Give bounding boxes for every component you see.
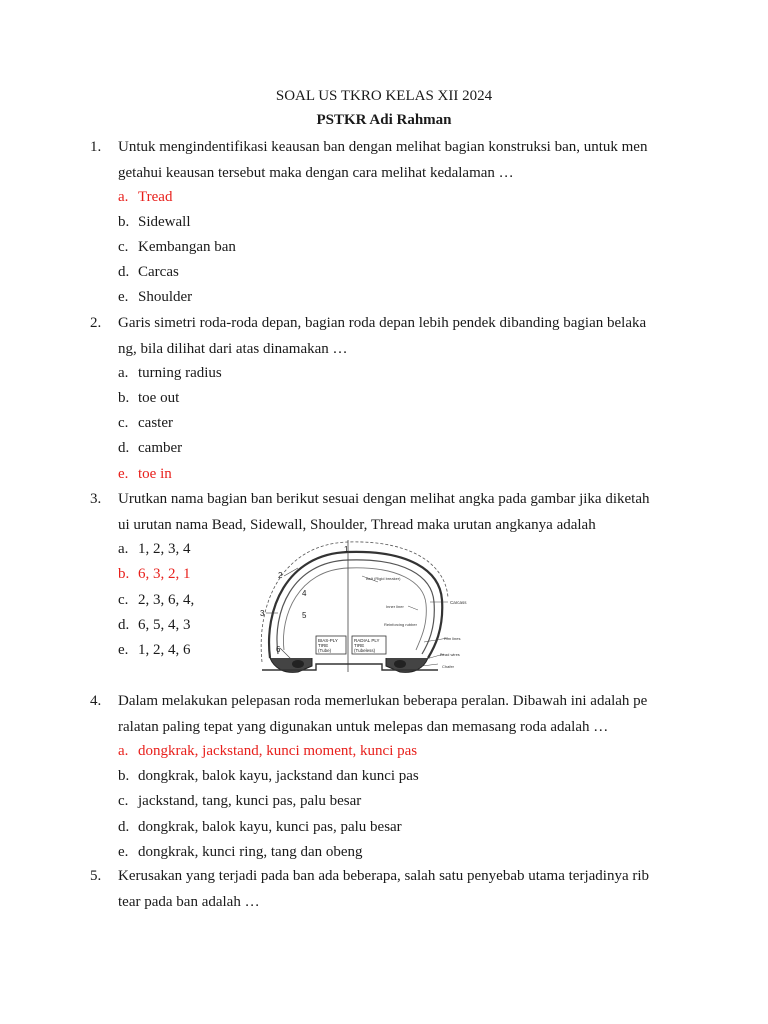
question-line: ng, bila dilihat dari atas dinamakan … [118,340,348,357]
option-letter: c. [118,415,129,431]
option-text: turning radius [138,365,222,381]
option-text: dongkrak, balok kayu, jackstand dan kunci pas [138,768,419,784]
box-right-line: TIRE [354,643,365,648]
option-1c[interactable] [118,235,236,260]
option-4a[interactable] [118,739,417,764]
callout-number: 1 [344,545,349,554]
option-text: Carcas [138,264,179,280]
question-4 [90,689,680,740]
option-text: 1, 2, 4, 6 [138,642,191,658]
figure-label: Reinforcing rubber [384,622,417,627]
question-line: ui urutan nama Bead, Sidewall, Shoulder, Thread maka urutan angkanya adalah [118,516,596,533]
figure-label: Bead wires [440,652,460,657]
option-1a[interactable] [118,185,172,210]
question-line: Dalam melakukan pelepasan roda memerlukan beberapa peralan. Dibawah ini adalah pe [118,693,648,709]
option-2d[interactable] [118,436,182,461]
figure-label: Chafer [442,664,455,669]
option-letter: c. [118,793,129,809]
option-letter: b. [118,390,130,406]
option-letter: d. [118,440,130,456]
question-line: getahui keausan tersebut maka dengan cara melihat kedalaman … [118,164,514,181]
question-number: 5. [90,868,102,884]
option-text: toe in [138,466,172,482]
question-line: Untuk mengindentifikasi keausan ban dengan melihat bagian konstruksi ban, untuk men [118,139,648,155]
question-number: 1. [90,139,102,155]
option-letter: e. [118,289,129,305]
option-text: dongkrak, kunci ring, tang dan obeng [138,844,363,860]
question-text [118,135,680,186]
question-text [118,689,680,740]
option-4e[interactable] [118,840,363,865]
question-2 [90,311,680,362]
document-subtitle: PSTKR Adi Rahman [316,112,452,128]
option-text: 2, 3, 6, 4, [138,592,195,608]
question-number: 2. [90,315,102,331]
box-left-line: BIAS-PLY [318,638,338,643]
question-number: 3. [90,491,102,507]
question-5 [90,864,680,915]
option-text: Sidewall [138,214,191,230]
option-2c[interactable] [118,411,173,436]
option-3a[interactable] [118,537,191,562]
option-3e[interactable] [118,638,191,663]
option-text: 6, 3, 2, 1 [138,566,191,582]
question-line: Urutkan nama bagian ban berikut sesuai dengan melihat angka pada gambar jika diketah [118,491,650,507]
callout-number: 6 [276,645,281,654]
option-2e[interactable] [118,462,172,487]
option-text: 1, 2, 3, 4 [138,541,191,557]
callout-number: 2 [278,571,283,580]
option-letter: d. [118,819,130,835]
question-1 [90,135,680,186]
question-text [118,311,680,362]
option-letter: e. [118,844,129,860]
option-1e[interactable] [118,285,192,310]
figure-label: Carcass [450,600,467,605]
option-text: 6, 5, 4, 3 [138,617,191,633]
box-right-line: RADIAL PLY [354,638,380,643]
option-text: toe out [138,390,180,406]
option-4d[interactable] [118,815,402,840]
option-letter: a. [118,365,129,381]
document-title: SOAL US TKRO KELAS XII 2024 [275,88,493,104]
option-text: dongkrak, jackstand, kunci moment, kunci pas [138,743,418,759]
box-left-line: TIRE [318,643,329,648]
box-right-line: (Tubeless) [354,648,376,653]
option-letter: a. [118,189,129,205]
option-3b[interactable] [118,562,191,587]
question-line: tear pada ban adalah … [118,893,260,910]
option-letter: d. [118,617,130,633]
option-letter: e. [118,642,129,658]
option-letter: d. [118,264,130,280]
option-text: Tread [138,189,173,205]
figure-label: Rim lines [444,636,461,641]
option-2a[interactable] [118,361,222,386]
tire-cross-section-figure [258,540,490,680]
callout-number: 4 [302,589,307,598]
option-text: dongkrak, balok kayu, kunci pas, palu besar [138,819,402,835]
option-letter: b. [118,214,130,230]
option-text: Shoulder [138,289,193,305]
question-line: Garis simetri roda-roda depan, bagian roda depan lebih pendek dibanding bagian belaka [118,315,647,331]
figure-label: Inner liner [386,604,404,609]
question-text [118,487,680,538]
option-text: camber [138,440,183,456]
question-number: 4. [90,693,102,709]
option-letter: b. [118,768,130,784]
callout-number: 3 [260,609,265,618]
box-left-line: (Tube) [318,648,332,653]
question-line: Kerusakan yang terjadi pada ban ada beberapa, salah satu penyebab utama terjadinya rib [118,868,650,884]
option-letter: e. [118,466,129,482]
option-letter: a. [118,541,129,557]
option-4c[interactable] [118,789,361,814]
option-1d[interactable] [118,260,179,285]
question-text [118,864,680,915]
option-letter: c. [118,239,129,255]
figure-label: Belt (Rigid breaker) [366,576,401,581]
option-2b[interactable] [118,386,179,411]
option-text: Kembangan ban [138,239,236,255]
option-1b[interactable] [118,210,191,235]
option-text: jackstand, tang, kunci pas, palu besar [138,793,362,809]
question-line: ralatan paling tepat yang digunakan untuk melepas dan memasang roda adalah … [118,718,609,735]
option-3c[interactable] [118,588,194,613]
option-letter: c. [118,592,129,608]
option-letter: b. [118,566,130,582]
option-letter: a. [118,743,129,759]
option-text: caster [138,415,173,431]
option-4b[interactable] [118,764,419,789]
callout-number: 5 [302,611,307,620]
question-3 [90,487,680,538]
option-3d[interactable] [118,613,191,638]
